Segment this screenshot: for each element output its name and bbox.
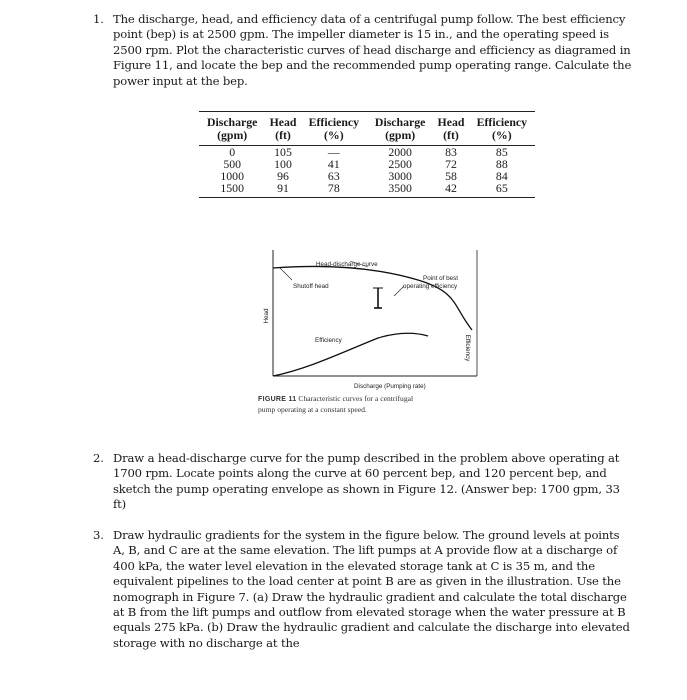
figure-11 xyxy=(258,244,490,429)
table-cell: 2500 xyxy=(388,157,412,171)
table-units-row xyxy=(199,129,535,145)
table-cell: 1500 xyxy=(220,181,244,195)
head-discharge-curve-label: Head-discharge curve xyxy=(316,261,378,268)
column-unit: (gpm) xyxy=(217,128,248,142)
column-unit: (ft) xyxy=(443,128,459,142)
table-cell: 88 xyxy=(495,157,508,171)
figure-caption-line2: pump operating at a constant speed. xyxy=(258,405,367,414)
column-header: Efficiency xyxy=(476,115,528,129)
table-cell: 72 xyxy=(445,157,457,171)
table-cell: 83 xyxy=(445,145,457,159)
table-cell: 96 xyxy=(277,169,289,183)
column-unit: (gpm) xyxy=(385,128,416,142)
problem-1 xyxy=(93,12,633,89)
table-cell: 100 xyxy=(274,157,292,171)
table-cell: 58 xyxy=(445,169,457,183)
efficiency-curve xyxy=(273,333,428,376)
table-cell: 2000 xyxy=(388,145,412,159)
column-unit: (ft) xyxy=(275,128,291,142)
column-header: Head xyxy=(269,115,297,129)
shutoff-head-label: Shutoff head xyxy=(293,283,329,290)
column-unit: (%) xyxy=(324,128,344,142)
problem-3 xyxy=(93,528,633,651)
efficiency-axis-label: Efficiency xyxy=(464,334,471,362)
problem-2 xyxy=(93,451,633,513)
problem-number: 3. xyxy=(93,528,104,542)
table-cell: 63 xyxy=(327,169,340,183)
characteristic-curves-diagram xyxy=(258,244,490,390)
figure-caption-label: FIGURE 11 xyxy=(258,396,297,403)
table-header-row xyxy=(199,112,535,129)
bep-label-line1: Point of best xyxy=(423,275,459,282)
table-cell: 65 xyxy=(495,181,508,195)
pump-data-table xyxy=(199,111,535,198)
efficiency-curve-label: Efficiency xyxy=(315,337,342,344)
problem-text: The discharge, head, and efficiency data of a centrifugal pump follow. The best efficiency point (bep) is at 2500 gpm. The impeller diameter is 15 in., and the operating speed is 2500 rpm. Plot the characteristic curves of head discharge and efficiency as diagramed in Figure 11, and locate the bep and the recommended pump operating range. Calculate the power input at the bep. xyxy=(113,12,632,88)
bep-label-line2: operating efficiency xyxy=(403,283,458,290)
table-cell: 105 xyxy=(274,145,292,159)
table-cell: 85 xyxy=(495,145,508,159)
table-row xyxy=(199,158,535,170)
table-bottom-rule xyxy=(199,197,535,198)
column-header: Efficiency xyxy=(308,115,360,129)
table-cell: 3500 xyxy=(388,181,412,195)
problem-text: Draw a head-discharge curve for the pump described in the problem above operating at 1700 rpm. Locate points along the curve at 60 percent bep, and 120 percent bep, and sketch the pump operating envelope as shown in Figure 12. (Answer bep: 1700 gpm, 33 ft) xyxy=(113,451,620,512)
column-header: Discharge xyxy=(374,115,426,129)
table-cell: — xyxy=(327,145,340,159)
figure-caption xyxy=(258,384,488,415)
problem-text: Draw hydraulic gradients for the system in the figure below. The ground levels at points A, B, and C are at the same elevation. The lift pumps at A provide flow at a discharge of 400 kPa, the water level elevation in the elevated storage tank at C is 35 m, and the equivalent pipelines to the load center at point B are as given in the illustration. Use the nomograph in Figure 7. (a) Draw the hydraulic gradient and calculate the total discharge at B from the lift pumps and outflow from elevated storage when the water pressure at B equals 275 kPa. (b) Draw the hydraulic gradient and calculate the discharge into elevated storage with no discharge at the xyxy=(113,528,630,650)
column-header: Discharge xyxy=(206,115,258,129)
table-row xyxy=(199,182,535,197)
table-cell: 0 xyxy=(229,145,236,159)
figure-caption-line1: Characteristic curves for a centrifugal xyxy=(298,394,414,403)
problem-number: 1. xyxy=(93,12,104,26)
table-cell: 3000 xyxy=(388,169,412,183)
table-cell: 84 xyxy=(495,169,508,183)
head-axis-label: Head xyxy=(263,308,270,324)
discharge-axis-label: Discharge (Pumping rate) xyxy=(354,383,426,390)
table-row xyxy=(199,146,535,158)
table-cell: 41 xyxy=(327,157,340,171)
table-cell: 78 xyxy=(327,181,340,195)
shutoff-head-leader xyxy=(280,268,292,280)
column-header: Head xyxy=(437,115,465,129)
problem-number: 2. xyxy=(93,451,104,465)
table-row xyxy=(199,170,535,182)
table-cell: 91 xyxy=(277,181,289,195)
column-unit: (%) xyxy=(492,128,512,142)
table-cell: 500 xyxy=(223,157,242,171)
table-cell: 42 xyxy=(445,181,457,195)
table-cell: 1000 xyxy=(220,169,244,183)
